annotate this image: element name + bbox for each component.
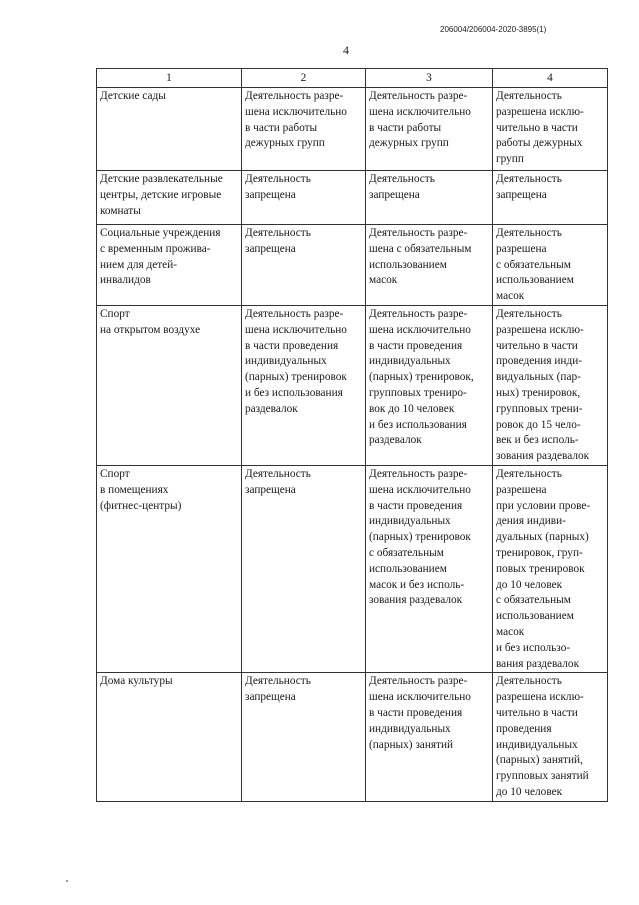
category-cell: Спорт на открытом воздухе [97,305,242,465]
table-row [97,225,608,306]
table-cell: Деятельность разрешена исклю- чительно в части проведения инди- видуальных (пар- ных) тренировок, групповых трени- ровок до 15 чело- век и без исполь- зования раздевалок [493,305,608,465]
page-number: 4 [343,43,349,57]
table-cell: Деятельность запрещена [493,171,608,225]
category-cell: Спорт в помещениях (фитнес-центры) [97,465,242,672]
table-cell: Деятельность разре- шена исключительно в части работы дежурных групп [242,88,366,171]
table-cell: Деятельность запрещена [242,465,366,672]
scan-speck [66,880,68,882]
table-cell: Деятельность разрешена с обязательным использованием масок [493,225,608,306]
table-cell: Деятельность запрещена [242,673,366,802]
table-cell: Деятельность разрешена исклю- чительно в части работы дежурных групп [493,88,608,171]
table-cell: Деятельность запрещена [242,225,366,306]
category-cell: Детские развлекательные центры, детские игровые комнаты [97,171,242,225]
table-cell: Деятельность разрешена исклю- чительно в части проведения индивидуальных (парных) занятий, групповых занятий до 10 человек [493,673,608,802]
table-header-row [97,69,608,88]
table-row [97,88,608,171]
restrictions-table [96,68,608,802]
header-cell: 3 [366,69,493,88]
table-row [97,465,608,672]
category-cell: Социальные учреждения с временным прожива- нием для детей- инвалидов [97,225,242,306]
document-id: 206004/206004-2020-3895(1) [440,25,547,34]
table-cell: Деятельность разре- шена исключительно в части проведения индивидуальных (парных) тренировок с обязательным использованием масок и без исполь- зования раздевалок [366,465,493,672]
table-row [97,673,608,802]
table-cell: Деятельность разре- шена исключительно в части проведения индивидуальных (парных) тренировок и без использования раздевалок [242,305,366,465]
table-cell: Деятельность разре- шена исключительно в части проведения индивидуальных (парных) тренировок, групповых трениро- вок до 10 человек и без использования раздевалок [366,305,493,465]
table-cell: Деятельность запрещена [366,171,493,225]
table-cell: Деятельность запрещена [242,171,366,225]
table-cell: Деятельность разре- шена с обязательным использованием масок [366,225,493,306]
table-row [97,171,608,225]
table-cell: Деятельность разрешена при условии прове- дения индиви- дуальных (парных) тренировок, груп- повых тренировок до 10 человек с обязательным использованием масок и без использо- вания раздевалок [493,465,608,672]
header-cell: 1 [97,69,242,88]
table-cell: Деятельность разре- шена исключительно в части проведения индивидуальных (парных) занятий [366,673,493,802]
header-cell: 4 [493,69,608,88]
category-cell: Детские сады [97,88,242,171]
table-row [97,305,608,465]
category-cell: Дома культуры [97,673,242,802]
header-cell: 2 [242,69,366,88]
table-cell: Деятельность разре- шена исключительно в части работы дежурных групп [366,88,493,171]
